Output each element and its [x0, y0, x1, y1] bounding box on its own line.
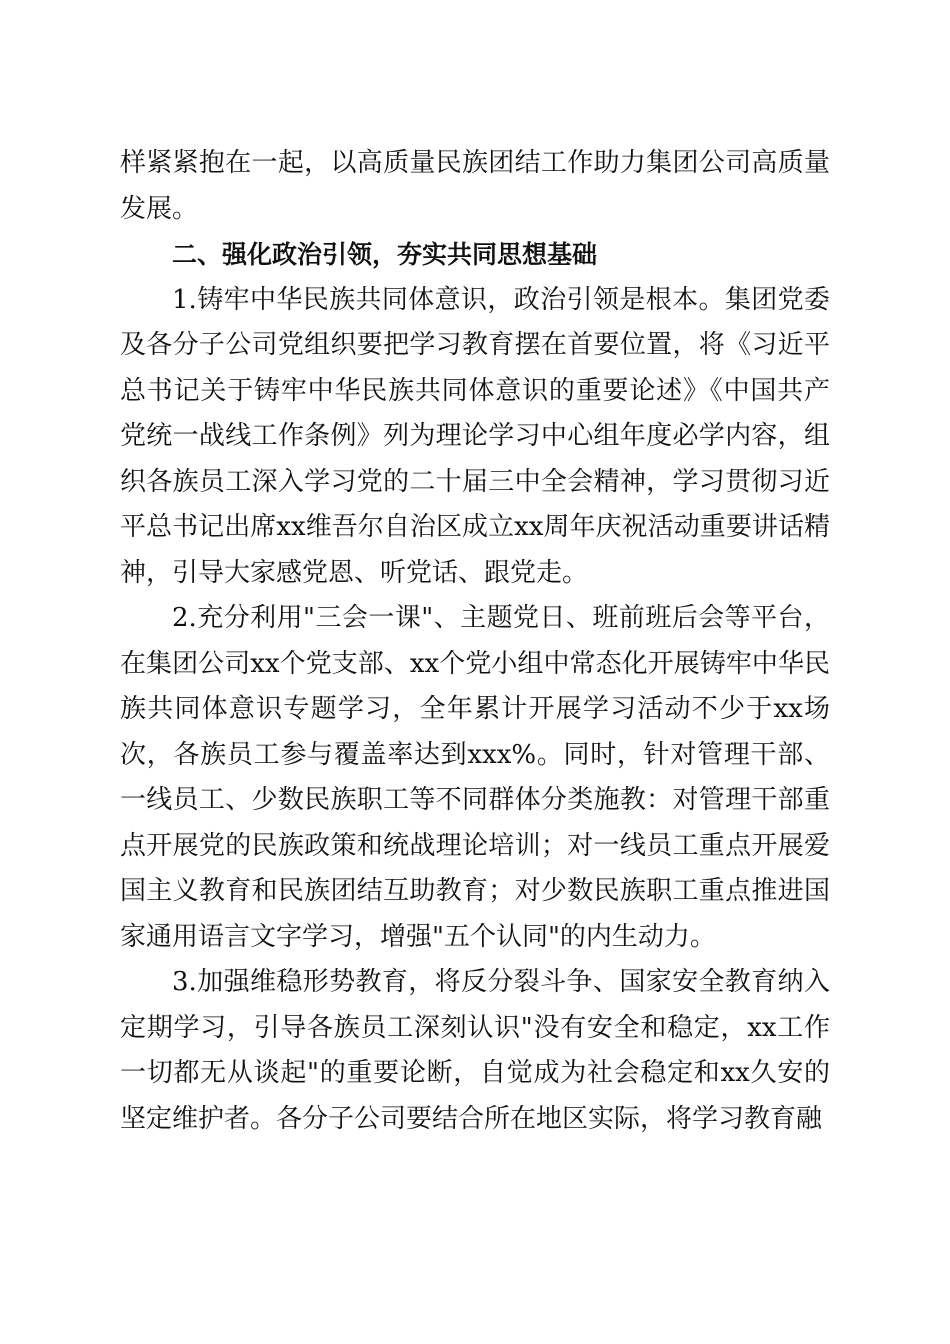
paragraph-continuation: 样紧紧抱在一起，以高质量民族团结工作助力集团公司高质量发展。 [120, 148, 830, 224]
paragraph-item-3: 3.加强维稳形势教育，将反分裂斗争、国家安全教育纳入定期学习，引导各族员工深刻认识"没有安全和稳定，xx工作一切都无从谈起"的重要论断，自觉成为社会稳定和xx久安的坚定维护者。各分子公司要结合所在地区实际，将学习教育融 [120, 967, 830, 1134]
paragraph-item-2: 2.充分利用"三会一课"、主题党日、班前班后会等平台，在集团公司xx个党支部、xx个党小组中常态化开展铸牢中华民族共同体意识专题学习，全年累计开展学习活动不少于xx场次，各族员工参与覆盖率达到xxx%。同时，针对管理干部、一线员工、少数民族职工等不同群体分类施教：对管理干部重点开展党的民族政策和统战理论培训；对一线员工重点开展爱国主义教育和民族团结互助教育；对少数民族职工重点推进国家通用语言文字学习，增强"五个认同"的内生动力。 [120, 603, 830, 952]
document-body [120, 141, 830, 1142]
section-heading: 二、强化政治引领，夯实共同思想基础 [172, 240, 598, 269]
paragraph-item-1: 1.铸牢中华民族共同体意识，政治引领是根本。集团党委及各分子公司党组织要把学习教育摆在首要位置，将《习近平总书记关于铸牢中华民族共同体意识的重要论述》《中国共产党统一战线工作条例》列为理论学习中心组年度必学内容，组织各族员工深入学习党的二十届三中全会精神，学习贯彻习近平总书记出席xx维吾尔自治区成立xx周年庆祝活动重要讲话精神，引导大家感党恩、听党话、跟党走。 [120, 284, 830, 588]
